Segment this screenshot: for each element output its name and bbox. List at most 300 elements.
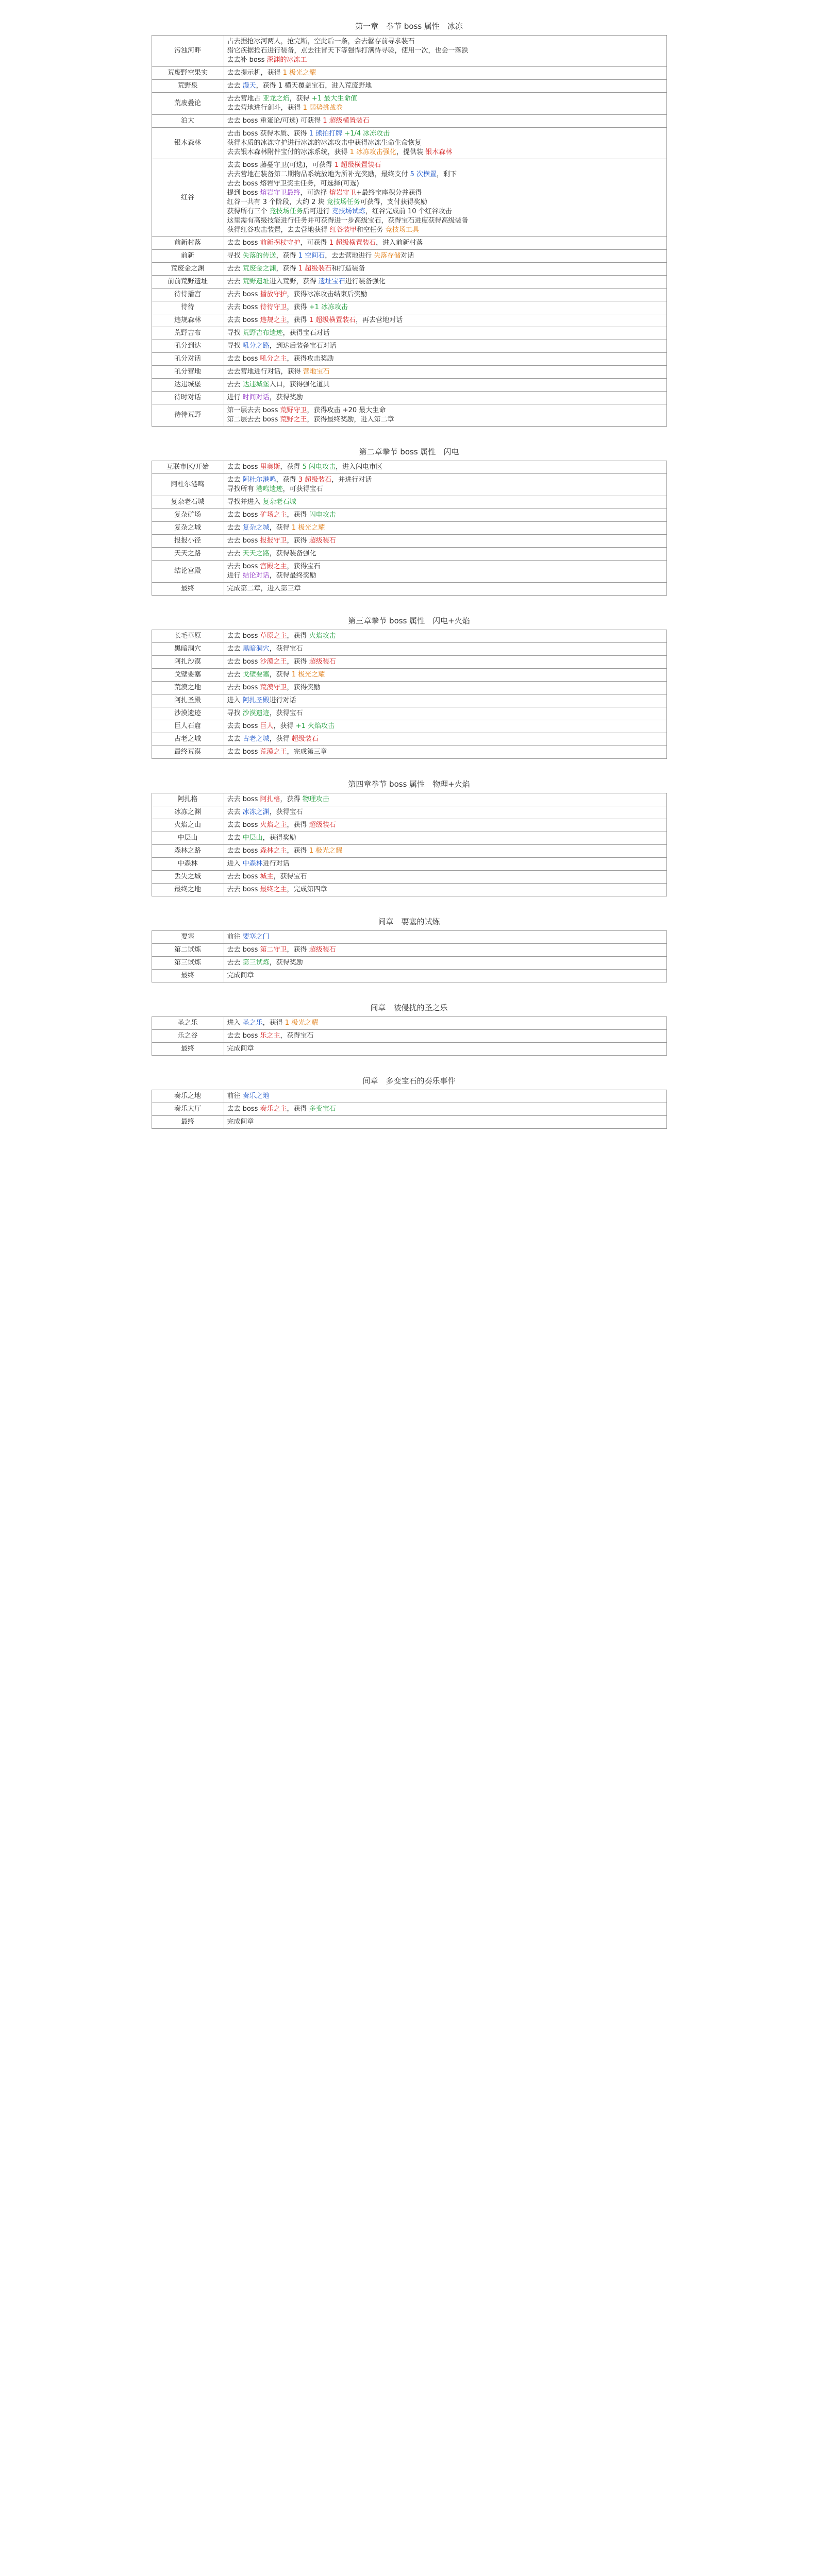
location-steps <box>224 1116 666 1129</box>
table-row <box>152 276 666 289</box>
step-text: ，获得 <box>287 821 309 829</box>
location-steps <box>224 301 666 314</box>
step-text: 进入 <box>227 697 243 704</box>
step-text: 完成间章 <box>227 1045 254 1053</box>
table-row <box>152 80 666 93</box>
step-text: ，获得奖励 <box>287 684 321 691</box>
step-text: ，获得 <box>280 795 303 803</box>
location-steps <box>224 1103 666 1116</box>
highlight-text: 闪电攻击 <box>309 511 336 519</box>
table-row <box>152 327 666 340</box>
step-text: 去去营地占 <box>227 95 263 103</box>
table-row <box>152 548 666 561</box>
location-steps <box>224 237 666 250</box>
highlight-text: 多变宝石 <box>309 1105 336 1113</box>
location-name: 最终之地 <box>152 884 224 896</box>
table-row <box>152 392 666 404</box>
table-row <box>152 682 666 694</box>
highlight-text: 报报守卫 <box>260 537 287 545</box>
step-text: 去去 boss <box>227 873 260 880</box>
step-text: 寻找 <box>227 709 243 717</box>
table-row <box>152 509 666 522</box>
table-row <box>152 669 666 682</box>
step-text: ，可选择 <box>300 189 329 197</box>
step-text: 这里需有高级技能进行任务并可获得进一步高级宝石，获得宝石进度获得高级装备 <box>227 217 469 225</box>
location-steps <box>224 630 666 643</box>
table-row <box>152 301 666 314</box>
step-line <box>227 1044 663 1054</box>
step-text: 寻找并进入 <box>227 498 263 506</box>
step-text: 完成间章 <box>227 1118 254 1126</box>
step-text: ，获得 <box>287 632 309 640</box>
location-name: 阿杜尔港鸣 <box>152 474 224 496</box>
highlight-text: 竞技场试炼 <box>331 208 365 215</box>
step-text: 去去 boss <box>227 684 260 691</box>
step-text: ，可获得 <box>300 239 329 247</box>
highlight-text: 漫天 <box>242 82 256 90</box>
highlight-text: 超级装石 <box>309 537 336 545</box>
step-text: ，进入前新村落 <box>376 239 423 247</box>
step-line <box>227 562 663 571</box>
location-name: 待时对话 <box>152 392 224 404</box>
highlight-text: 宫殿之主 <box>260 563 287 570</box>
step-line <box>227 69 663 78</box>
step-text: 获得木质的冰冻守护进行冰冻的冰冻攻击中获得冰冻生命生命恢复 <box>227 139 422 147</box>
step-text: ，获得宝石 <box>269 709 303 717</box>
highlight-text: 遗址宝石 <box>318 278 345 285</box>
step-text: ，获得宝石 <box>269 645 303 653</box>
table-row <box>152 1030 666 1043</box>
step-text: ，获得奖励 <box>269 394 303 401</box>
step-line <box>227 696 663 705</box>
step-text: 去去 <box>227 476 243 484</box>
step-line <box>227 1031 663 1041</box>
step-line <box>227 239 663 248</box>
step-text: 去去 <box>227 265 243 273</box>
step-text: ，获得 <box>280 463 303 471</box>
step-text: 进行 <box>227 572 243 580</box>
step-text: ，获得奖励 <box>269 959 303 967</box>
table-row <box>152 733 666 746</box>
step-text: 去击 boss 获得木质、获得 <box>227 130 309 138</box>
table-row <box>152 1043 666 1056</box>
location-name: 复杂矿场 <box>152 509 224 522</box>
step-text: 入口，获得强化道具 <box>269 381 330 388</box>
location-steps <box>224 115 666 128</box>
table-row <box>152 630 666 643</box>
location-steps <box>224 643 666 656</box>
highlight-text: 沙漠之王 <box>260 658 287 666</box>
step-line <box>227 46 663 56</box>
highlight-text: 超级装石 <box>309 946 336 954</box>
step-text: 去去 <box>227 645 243 653</box>
step-text: 去去 boss <box>227 355 260 363</box>
location-steps <box>224 548 666 561</box>
table-row <box>152 474 666 496</box>
table-row <box>152 237 666 250</box>
highlight-text: 亚龙之焰 <box>262 95 290 103</box>
highlight-text: 竞技场工具 <box>385 226 419 234</box>
highlight-text: 矿场之主 <box>260 511 287 519</box>
highlight-text: 吼分之主 <box>260 355 287 363</box>
location-steps <box>224 793 666 806</box>
highlight-text: 1 极光之耀 <box>282 69 316 77</box>
location-steps <box>224 535 666 548</box>
highlight-text: 竞技场任务 <box>269 208 303 215</box>
table-row <box>152 128 666 159</box>
location-name: 丢失之城 <box>152 871 224 884</box>
location-steps <box>224 944 666 957</box>
location-name: 荒野泉 <box>152 80 224 93</box>
location-steps <box>224 871 666 884</box>
highlight-text: 沙漠遗迹 <box>242 709 270 717</box>
table-row <box>152 561 666 583</box>
location-steps <box>224 669 666 682</box>
step-text: ，获得奖励 <box>262 834 296 842</box>
highlight-text: 营地宝石 <box>303 368 330 376</box>
table-row <box>152 746 666 759</box>
highlight-text: 超级装石 <box>291 735 319 743</box>
step-text: 第二层去去 boss <box>227 416 280 423</box>
table-row <box>152 93 666 115</box>
highlight-text: 第三试炼 <box>242 959 270 967</box>
highlight-text: 中森林 <box>242 860 263 868</box>
location-name: 古老之城 <box>152 733 224 746</box>
highlight-text: 1 极光之耀 <box>291 524 325 532</box>
location-steps <box>224 128 666 159</box>
location-name: 最终 <box>152 970 224 982</box>
step-text: ，剩下 <box>437 171 457 178</box>
highlight-text: 银木森林 <box>425 148 453 156</box>
location-name: 待待荒野 <box>152 404 224 427</box>
step-text: ，获得最终奖励 <box>269 572 316 580</box>
step-text: 去去 <box>227 959 243 967</box>
highlight-text: 违规之主 <box>260 316 287 324</box>
location-name: 荒废叠论 <box>152 93 224 115</box>
step-text: 去去 boss <box>227 291 260 298</box>
highlight-text: 阿扎格 <box>260 795 280 803</box>
guide-table <box>152 930 667 982</box>
step-line <box>227 104 663 113</box>
location-steps <box>224 522 666 535</box>
highlight-text: 火焰攻击 <box>309 632 336 640</box>
table-row <box>152 366 666 379</box>
location-steps <box>224 694 666 707</box>
step-text: ，获得 <box>273 722 296 730</box>
highlight-text: 森林之主 <box>260 847 287 855</box>
step-text: 去去 boss <box>227 239 260 247</box>
location-name: 污浊河畔 <box>152 36 224 67</box>
step-line <box>227 670 663 680</box>
highlight-text: 失落存储 <box>374 252 401 260</box>
step-text: ，去去营地进行 <box>325 252 374 260</box>
step-line <box>227 329 663 338</box>
table-row <box>152 1090 666 1103</box>
highlight-text: 城主 <box>260 873 274 880</box>
step-text: ，完成第四章 <box>287 886 327 893</box>
guide-table <box>152 1016 667 1056</box>
guide-table <box>152 35 667 427</box>
step-text: 去去 boss <box>227 722 260 730</box>
highlight-text: 1 空间石 <box>298 252 325 260</box>
step-text: 去去 boss <box>227 463 260 471</box>
highlight-text: 草原之主 <box>260 632 287 640</box>
step-line <box>227 1105 663 1114</box>
location-steps <box>224 461 666 474</box>
step-text: 去去 boss <box>227 537 260 545</box>
step-line <box>227 549 663 558</box>
step-text: ，获得 <box>262 1019 285 1027</box>
location-steps <box>224 276 666 289</box>
highlight-text: 1 弱势挑战卷 <box>303 104 343 112</box>
highlight-text: 复杂之城 <box>242 524 270 532</box>
location-steps <box>224 36 666 67</box>
step-text: +最终宝座积分并获得 <box>356 189 422 197</box>
location-name: 荒野吉布 <box>152 327 224 340</box>
step-line <box>227 709 663 718</box>
location-name: 前前荒野遗址 <box>152 276 224 289</box>
location-steps <box>224 93 666 115</box>
step-text: ，获得 <box>269 671 292 679</box>
step-text: 占去据抢冰河两人，抢完断，空此后一条，会去罄存前寻求装石 <box>227 38 415 45</box>
location-steps <box>224 845 666 858</box>
location-name: 待待播宫 <box>152 289 224 301</box>
location-steps <box>224 720 666 733</box>
location-steps <box>224 263 666 276</box>
location-name: 复杂老石城 <box>152 496 224 509</box>
step-text: 去去 <box>227 671 243 679</box>
step-text: ，可获得宝石 <box>282 485 323 493</box>
step-text: 去去营地在装备第二期物品系统放地为所补充奖励，最终支付 <box>227 171 410 178</box>
highlight-text: 阿杜尔港鸣 <box>242 476 276 484</box>
location-name: 吼分到达 <box>152 340 224 353</box>
step-text: 进行对话 <box>262 860 290 868</box>
location-steps <box>224 957 666 970</box>
guide-table <box>152 461 667 596</box>
step-text: 红谷一共有 3 个阶段，大约 2 块 <box>227 198 327 206</box>
highlight-text: 物理攻击 <box>302 795 329 803</box>
location-name: 互联市区/开始 <box>152 461 224 474</box>
highlight-text: +1 冰冻攻击 <box>309 303 348 311</box>
step-text: ，红谷完成前 10 个红谷攻击 <box>365 208 452 215</box>
step-text: 提到 boss <box>227 189 260 197</box>
step-line <box>227 226 663 235</box>
location-steps <box>224 832 666 845</box>
location-name: 第二试炼 <box>152 944 224 957</box>
location-steps <box>224 80 666 93</box>
step-text: 去去 boss <box>227 821 260 829</box>
section <box>152 446 667 596</box>
highlight-text: 荒野之王 <box>280 416 307 423</box>
step-text: ，获得 <box>287 946 309 954</box>
table-row <box>152 656 666 669</box>
step-text: 去去 <box>227 808 243 816</box>
step-line <box>227 683 663 692</box>
highlight-text: 5 次横置 <box>410 171 437 178</box>
location-name: 冰冻之渊 <box>152 806 224 819</box>
highlight-text: 黑暗洞穴 <box>242 645 270 653</box>
highlight-text: 第二守卫 <box>260 946 287 954</box>
step-line <box>227 81 663 91</box>
step-line <box>227 859 663 869</box>
location-name: 中层山 <box>152 832 224 845</box>
table-row <box>152 806 666 819</box>
highlight-text: 1 冰冻攻击强化 <box>349 148 397 156</box>
step-line <box>227 584 663 594</box>
step-line <box>227 748 663 757</box>
step-line <box>227 415 663 425</box>
table-row <box>152 340 666 353</box>
location-name: 巨人石窟 <box>152 720 224 733</box>
step-line <box>227 536 663 546</box>
table-row <box>152 1017 666 1030</box>
step-text: 去去 <box>227 278 243 285</box>
section <box>152 1075 667 1129</box>
step-text: ，获得 <box>276 265 298 273</box>
highlight-text: 港鸣遗迹 <box>256 485 283 493</box>
step-text: 去去 <box>227 550 243 557</box>
highlight-text: 1 极光之耀 <box>285 1019 319 1027</box>
location-name: 吼分对话 <box>152 353 224 366</box>
location-steps <box>224 931 666 944</box>
section-title: 第三章拳节 boss 属性 闪电+火焰 <box>348 616 470 625</box>
step-text: ，进入闪电市区 <box>336 463 383 471</box>
guide-table <box>152 1090 667 1129</box>
highlight-text: 超级装石 <box>309 821 336 829</box>
highlight-text: 1 极光之耀 <box>309 847 343 855</box>
table-row <box>152 289 666 301</box>
step-text: ，获得 <box>276 476 298 484</box>
table-row <box>152 884 666 896</box>
step-text: ，获得 <box>287 1105 309 1113</box>
location-name: 奏乐大厅 <box>152 1103 224 1116</box>
table-row <box>152 832 666 845</box>
step-line <box>227 129 663 139</box>
location-steps <box>224 858 666 871</box>
highlight-text: 戈壁要塞 <box>242 671 270 679</box>
location-steps <box>224 509 666 522</box>
highlight-text: 播放守护 <box>260 291 287 298</box>
highlight-text: 古老之城 <box>242 735 270 743</box>
highlight-text: +1/4 冰冻攻击 <box>344 130 390 138</box>
step-line <box>227 179 663 189</box>
highlight-text: 奏乐之地 <box>242 1092 270 1100</box>
location-name: 中森林 <box>152 858 224 871</box>
location-name: 最终 <box>152 583 224 596</box>
step-line <box>227 380 663 389</box>
step-line <box>227 116 663 126</box>
location-name: 天天之路 <box>152 548 224 561</box>
step-text: 去去银木森林附件宝付的冰冻系统，获得 <box>227 148 350 156</box>
location-name: 银木森林 <box>152 128 224 159</box>
section <box>152 615 667 759</box>
step-text: 去去 boss <box>227 886 260 893</box>
location-name: 圣之乐 <box>152 1017 224 1030</box>
step-text: 去去 boss <box>227 1105 260 1113</box>
step-text: 去去 boss <box>227 748 260 756</box>
highlight-text: 熔岩守卫最终 <box>260 189 301 197</box>
location-steps <box>224 682 666 694</box>
step-line <box>227 216 663 226</box>
location-steps <box>224 379 666 392</box>
highlight-text: 荒野守卫 <box>280 406 307 414</box>
location-name: 森林之路 <box>152 845 224 858</box>
location-steps <box>224 819 666 832</box>
step-text: 去去 boss <box>227 511 260 519</box>
step-line <box>227 971 663 980</box>
highlight-text: 复杂老石城 <box>262 498 296 506</box>
table-row <box>152 67 666 80</box>
location-name: 结论宫殿 <box>152 561 224 583</box>
location-name: 吼分营地 <box>152 366 224 379</box>
location-name: 火焰之山 <box>152 819 224 832</box>
step-text: ，获得最终奖励，进入第二章 <box>307 416 394 423</box>
step-text: 去去 boss 藤蔓守卫(可选)，可获得 <box>227 161 335 169</box>
table-row <box>152 845 666 858</box>
step-text: ，获得 <box>287 847 309 855</box>
step-line <box>227 406 663 415</box>
step-text: ，到达后装备宝石对话 <box>269 342 337 350</box>
step-text: 去去 <box>227 82 243 90</box>
location-steps <box>224 1017 666 1030</box>
step-text: 寻找 <box>227 252 243 260</box>
step-text: ，获得 <box>269 524 292 532</box>
step-line <box>227 148 663 157</box>
highlight-text: 1 超级横置装石 <box>323 117 370 125</box>
step-text: 进入荒野，获得 <box>269 278 319 285</box>
highlight-text: 荒漠守卫 <box>260 684 287 691</box>
location-steps <box>224 404 666 427</box>
highlight-text: 1 超级装石 <box>298 265 332 273</box>
location-name: 戈壁要塞 <box>152 669 224 682</box>
highlight-text: 奏乐之主 <box>260 1105 287 1113</box>
highlight-text: 1 超级横置装石 <box>309 316 356 324</box>
step-text: ，获得 <box>287 303 309 311</box>
section-title: 第四章拳节 boss 属性 物理+火焰 <box>348 779 470 789</box>
highlight-text: 圣之乐 <box>242 1019 263 1027</box>
location-steps <box>224 327 666 340</box>
section <box>152 916 667 982</box>
step-text: 去去 boss <box>227 847 260 855</box>
highlight-text: 里奥斯 <box>260 463 280 471</box>
location-name: 沙漠遗迹 <box>152 707 224 720</box>
highlight-text: 1 超级横置装石 <box>329 239 376 247</box>
table-row <box>152 461 666 474</box>
step-line <box>227 523 663 533</box>
table-row <box>152 957 666 970</box>
location-name: 要塞 <box>152 931 224 944</box>
location-steps <box>224 561 666 583</box>
location-name: 违规森林 <box>152 314 224 327</box>
highlight-text: 阿扎圣殿 <box>242 697 270 704</box>
step-text: 去去 boss <box>227 303 260 311</box>
step-line <box>227 645 663 654</box>
step-text: ，获得攻击奖励 <box>287 355 334 363</box>
location-name: 奏乐之地 <box>152 1090 224 1103</box>
location-name: 红谷 <box>152 159 224 237</box>
step-text: 去去 <box>227 834 243 842</box>
step-line <box>227 463 663 472</box>
location-steps <box>224 1090 666 1103</box>
step-text: 去去营地进行剑斗，获得 <box>227 104 303 112</box>
highlight-text: 深渊的冰冻工 <box>266 56 307 64</box>
table-row <box>152 707 666 720</box>
table-row <box>152 871 666 884</box>
location-name: 阿扎格 <box>152 793 224 806</box>
step-text: 去去提示机，获得 <box>227 69 283 77</box>
step-line <box>227 290 663 299</box>
table-row <box>152 944 666 957</box>
